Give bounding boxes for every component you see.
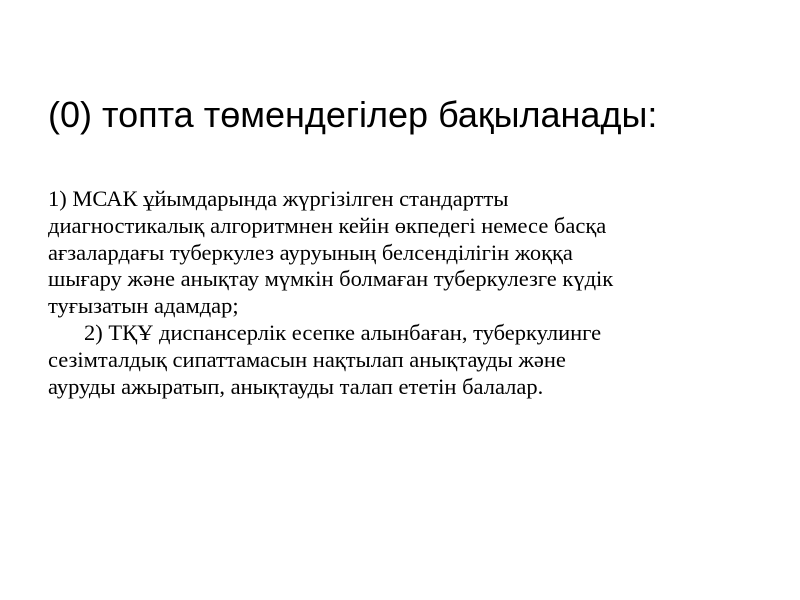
text-line: 2) ТҚҰ диспансерлік есепке алынбаған, туберкулинге bbox=[84, 319, 602, 345]
list-item-2 bbox=[48, 320, 758, 400]
slide-title: (0) топта төмендегілер бақыланады: bbox=[48, 94, 658, 135]
slide-body bbox=[48, 186, 758, 400]
text-line: ауруды ажыратып, анықтауды талап ететін балалар. bbox=[48, 373, 544, 399]
text-line: туғызатын адамдар; bbox=[48, 293, 239, 319]
text-line: диагностикалық алгоритмнен кейін өкпедегі немесе басқа bbox=[48, 212, 607, 238]
text-line: сезімталдық сипаттамасын нақтылап анықтауды және bbox=[48, 346, 566, 372]
list-item-1 bbox=[48, 186, 758, 320]
text-line: 1) МСАК ұйымдарында жүргізілген стандартты bbox=[48, 186, 509, 211]
text-line: ағзалардағы туберкулез ауруының белсенділігін жоққа bbox=[48, 239, 573, 265]
text-line: шығару және анықтау мүмкін болмаған туберкулезге күдік bbox=[48, 266, 614, 292]
